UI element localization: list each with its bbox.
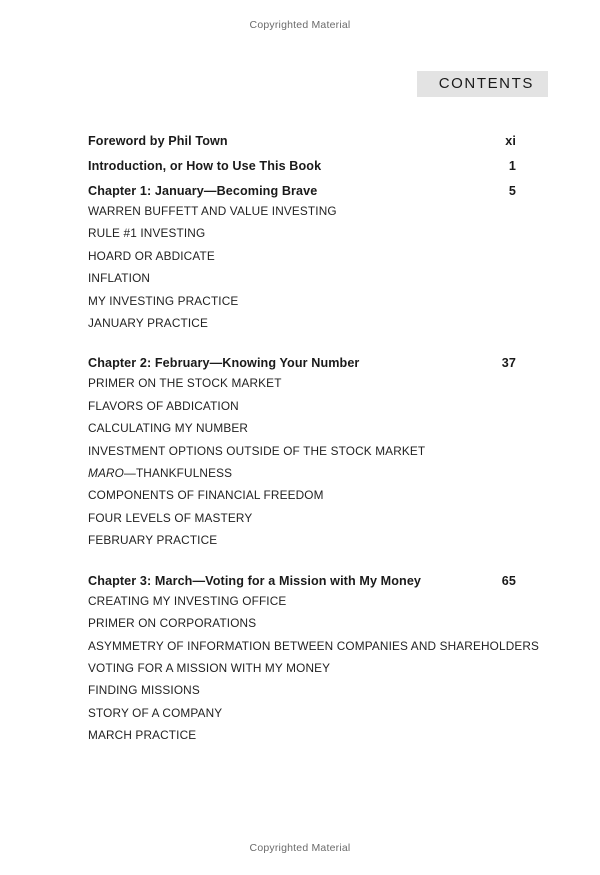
toc-section-item[interactable]: JANUARY PRACTICE <box>88 316 208 331</box>
toc-spacer <box>88 552 516 574</box>
toc-entry-page-number: 1 <box>508 159 516 173</box>
toc-section-item[interactable]: FEBRUARY PRACTICE <box>88 533 218 548</box>
toc-section-item[interactable]: MY INVESTING PRACTICE <box>88 293 239 308</box>
toc-section-item[interactable]: RULE #1 INVESTING <box>88 226 206 241</box>
toc-section-item[interactable]: INVESTMENT OPTIONS OUTSIDE OF THE STOCK MARKET <box>88 443 426 458</box>
toc-section-list <box>88 372 516 551</box>
toc-entry[interactable] <box>88 134 516 148</box>
toc-entry-title: Chapter 2: February—Knowing Your Number <box>88 356 360 371</box>
toc-spacer <box>88 334 516 356</box>
toc-section-item[interactable]: COMPONENTS OF FINANCIAL FREEDOM <box>88 488 324 503</box>
toc-section-item[interactable]: HOARD OR ABDICATE <box>88 248 215 263</box>
toc-section-list <box>88 200 516 334</box>
toc-entry-title: Foreword by Phil Town <box>88 134 228 148</box>
page-title: CONTENTS <box>417 71 548 97</box>
toc-entry-title: Chapter 1: January—Becoming Brave <box>88 184 318 198</box>
toc-section-item[interactable]: FOUR LEVELS OF MASTERY <box>88 510 253 525</box>
toc-entry-page-number: xi <box>505 134 516 148</box>
toc-entry-head[interactable] <box>88 356 516 370</box>
toc-entry-head[interactable] <box>88 134 516 148</box>
toc-section-item[interactable]: STORY OF A COMPANY <box>88 705 223 720</box>
toc-section-item[interactable]: ASYMMETRY OF INFORMATION BETWEEN COMPANIES AND SHAREHOLDERS <box>88 638 540 653</box>
toc-entry-page-number: 5 <box>508 184 516 198</box>
toc-section-item[interactable]: VOTING FOR A MISSION WITH MY MONEY <box>88 660 331 675</box>
toc-entry-page-number: 37 <box>501 356 516 371</box>
toc-entry-head[interactable] <box>88 184 516 198</box>
toc-entry-head[interactable] <box>88 159 516 173</box>
toc-entry[interactable] <box>88 356 516 551</box>
toc-section-item[interactable]: INFLATION <box>88 271 151 286</box>
toc-section-item[interactable]: MARCH PRACTICE <box>88 728 197 743</box>
toc-section-item[interactable]: MARO—THANKFULNESS <box>88 466 233 481</box>
toc-section-list <box>88 590 540 747</box>
toc-entry-head[interactable] <box>88 574 516 588</box>
toc-spacer <box>88 150 516 159</box>
copyright-watermark-bottom: Copyrighted Material <box>249 842 351 854</box>
toc-section-item[interactable]: CREATING MY INVESTING OFFICE <box>88 593 287 608</box>
toc-entry-title: Chapter 3: March—Voting for a Mission with My Money <box>88 573 422 588</box>
toc-entry[interactable] <box>88 573 540 747</box>
toc-entry[interactable] <box>88 159 516 173</box>
toc-section-item[interactable]: WARREN BUFFETT AND VALUE INVESTING <box>88 204 337 218</box>
toc-spacer <box>88 175 516 184</box>
toc-section-item[interactable]: FLAVORS OF ABDICATION <box>88 398 239 413</box>
toc-section-item[interactable]: PRIMER ON THE STOCK MARKET <box>88 376 282 391</box>
copyright-watermark-top: Copyrighted Material <box>249 19 351 31</box>
toc-entry-page-number: 65 <box>501 573 516 588</box>
table-of-contents <box>88 134 540 747</box>
toc-section-item[interactable]: FINDING MISSIONS <box>88 683 200 698</box>
toc-entry[interactable] <box>88 184 516 334</box>
toc-section-item[interactable]: PRIMER ON CORPORATIONS <box>88 616 257 631</box>
toc-section-item[interactable]: CALCULATING MY NUMBER <box>88 421 249 436</box>
toc-entry-title: Introduction, or How to Use This Book <box>88 159 322 173</box>
